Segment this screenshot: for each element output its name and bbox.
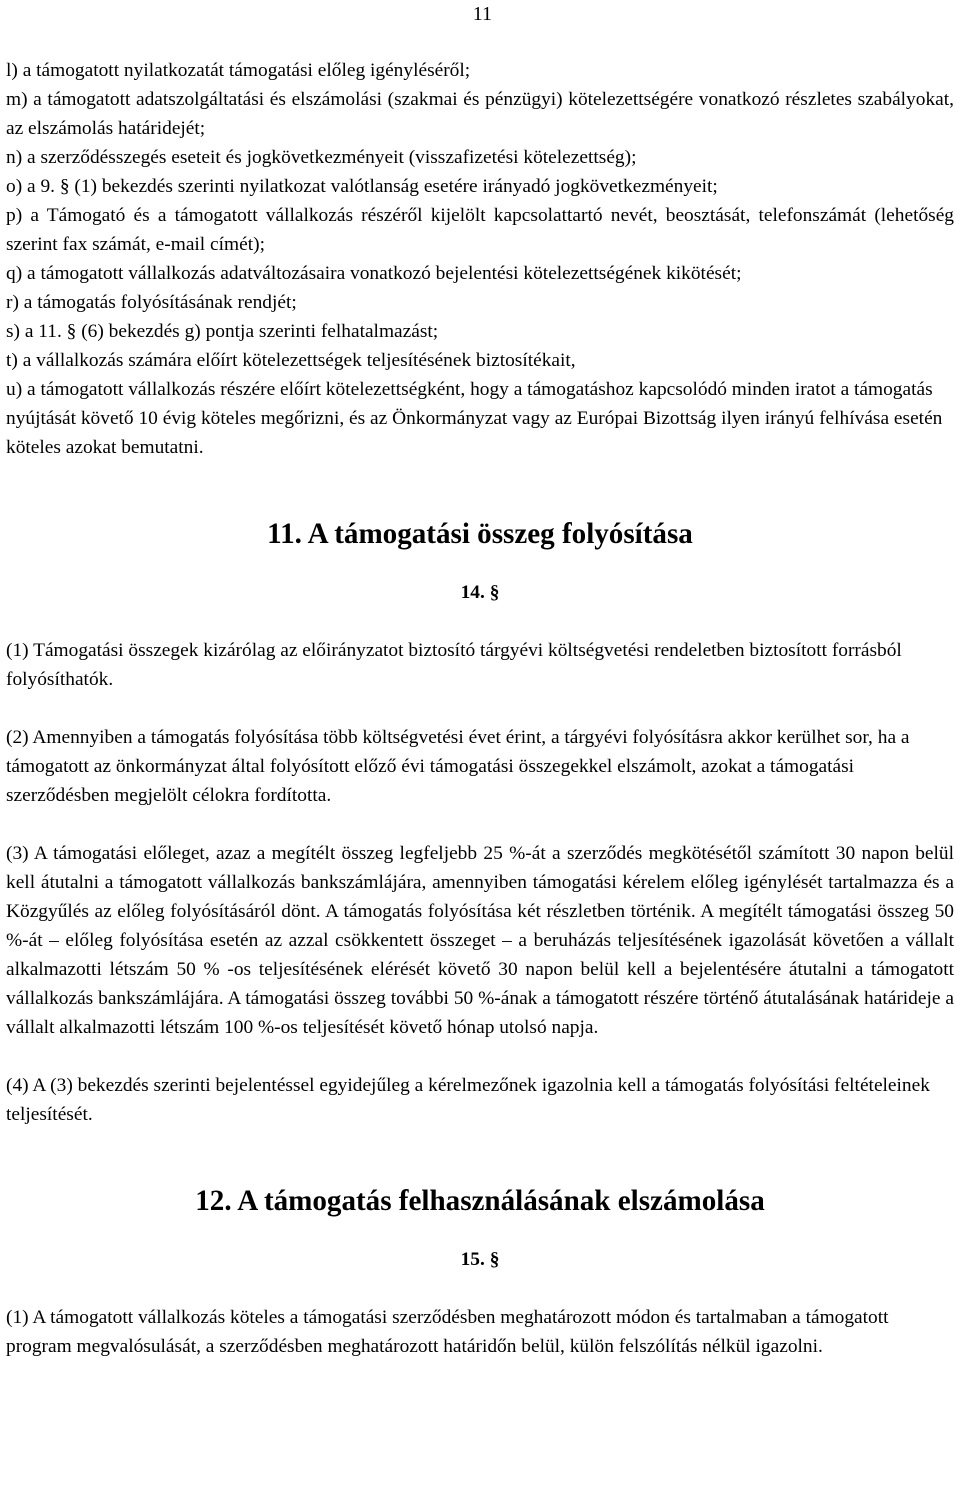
contract-content-list (6, 56, 954, 462)
document-body (6, 56, 954, 1361)
paragraph-text: (1) Támogatási összegek kizárólag az előirányzatot biztosító tárgyévi költségvetési rendeletben biztosított forrásból folyósíthatók. (6, 640, 902, 690)
list-item-u: u) a támogatott vállalkozás részére előírt kötelezettségként, hogy a támogatáshoz kapcsolódó minden iratot a támogatás nyújtását követő 10 évig köteles megőrizni, és az Önkormányzat vagy az Európai Bizottság ilyen irányú felhívása esetén köteles azokat bemutatni. (6, 379, 943, 458)
paragraph-text: (4) A (3) bekezdés szerinti bejelentéssel egyidejűleg a kérelmezőnek igazolnia kell a támogatás folyósítási feltételeinek teljesítését. (6, 1075, 930, 1125)
list-item-l: l) a támogatott nyilatkozatát támogatási előleg igényléséről; (6, 60, 471, 81)
page-number: 11 (472, 3, 492, 25)
list-item-t: t) a vállalkozás számára előírt kötelezettségek teljesítésének biztosítékait, (6, 350, 576, 371)
list-item-o: o) a 9. § (1) bekezdés szerinti nyilatkozat valótlanság esetére irányadó jogkövetkezményeit; (6, 176, 718, 197)
paragraph-text: (2) Amennyiben a támogatás folyósítása több költségvetési évet érint, a tárgyévi folyósításra akkor kerülhet sor, ha a támogatott az önkormányzat által folyósított előző évi támogatási összegekkel elszámolt, azokat a támogatási szerződésben megjelölt célokra fordította. (6, 727, 910, 806)
paragraph-text: (3) A támogatási előleget, azaz a megítélt összeg legfeljebb 25 %-át a szerződés megkötésétől számított 30 napon belül kell átutalni a támogatott vállalkozás bankszámlájára, amennyiben támogatási kérelem előleg igénylését tartalmazza és a Közgyűlés az előleg folyósításáról dönt. A támogatás folyósítása két részletben történik. A megítélt támogatási összeg 50 %-át – előleg folyósítása esetén az azzal csökkentett összeget – a beruházás teljesítésének igazolását követően a vállalt alkalmazotti létszám 50 % -os teljesítésének elérését követő 30 napon belül kell a bejelentésére átutalni a támogatott vállalkozás bankszámlájára. A támogatási összeg további 50 %-ának a támogatott részére történő átutalásának határideje a vállalt alkalmazotti létszám 100 %-os teljesítését követő hónap utolsó napja. (6, 843, 954, 1038)
section-title: 12. A támogatás felhasználásának elszámolása (195, 1185, 765, 1217)
list-item-m: m) a támogatott adatszolgáltatási és elszámolási (szakmai és pénzügyi) kötelezettségére vonatkozó részletes szabályokat, az elszámolás határidejét; (6, 89, 954, 139)
list-item-r: r) a támogatás folyósításának rendjét; (6, 292, 297, 313)
paragraph-number: 15. § (460, 1249, 500, 1270)
list-item-p: p) a Támogató és a támogatott vállalkozás részéről kijelölt kapcsolattartó nevét, beosztását, telefonszámát (lehetőség szerint fax számát, e-mail címét); (6, 205, 954, 255)
list-item-q: q) a támogatott vállalkozás adatváltozásaira vonatkozó bejelentési kötelezettségének kikötését; (6, 263, 742, 284)
section-title: 11. A támogatási összeg folyósítása (267, 518, 693, 550)
list-item-n: n) a szerződésszegés eseteit és jogkövetkezményeit (visszafizetési kötelezettség); (6, 147, 637, 168)
section-11 (6, 520, 954, 1129)
section-12 (6, 1187, 954, 1361)
paragraph-number: 14. § (460, 582, 500, 603)
paragraph-text: (1) A támogatott vállalkozás köteles a támogatási szerződésben meghatározott módon és tartalmaban a támogatott program megvalósulását, a szerződésben meghatározott határidőn belül, külön felszólítás nélkül igazolni. (6, 1307, 889, 1357)
list-item-s: s) a 11. § (6) bekezdés g) pontja szerinti felhatalmazást; (6, 321, 439, 342)
